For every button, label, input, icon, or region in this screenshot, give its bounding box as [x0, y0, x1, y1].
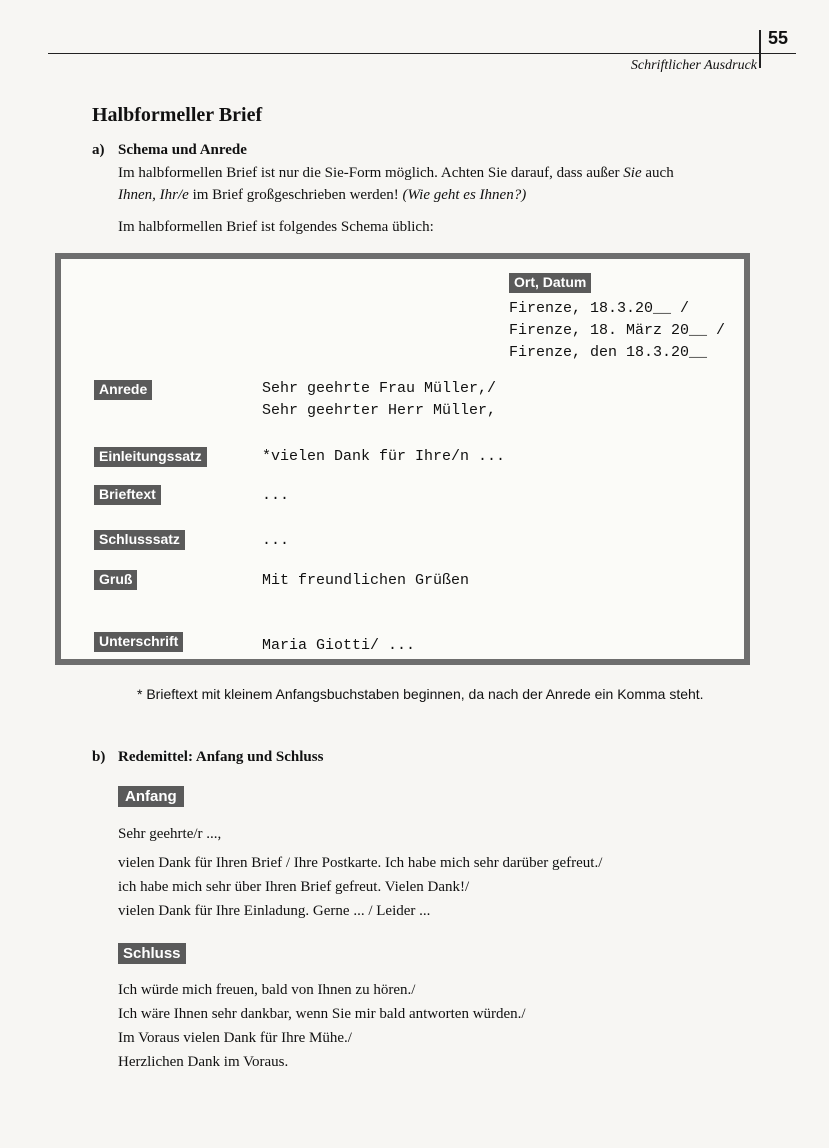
anfang-line-2: vielen Dank für Ihren Brief / Ihre Postkarte. Ich habe mich sehr darüber gefreut./	[118, 855, 603, 871]
page-number: 55	[768, 28, 789, 48]
section-title: Halbformeller Brief	[92, 104, 263, 126]
ort-datum-tag-label: Ort, Datum	[509, 273, 591, 293]
einleitungssatz-line: *vielen Dank für Ihre/n ...	[262, 448, 506, 465]
header-divider	[759, 30, 761, 68]
header-rule	[48, 53, 796, 54]
schluss-tag	[118, 943, 186, 964]
footnote: * Brieftext mit kleinem Anfangsbuchstaben beginnen, da nach der Anrede ein Komma steht.	[137, 686, 704, 702]
gruss-line: Mit freundlichen Grüßen	[262, 572, 470, 589]
ort-datum-line-2: Firenze, 18. März 20__ /	[509, 322, 726, 339]
part-a-text-2c: (Wie geht es Ihnen?)	[402, 187, 527, 203]
anrede-tag-label: Anrede	[94, 380, 152, 400]
part-b-heading: Redemittel: Anfang und Schluss	[118, 749, 324, 765]
schlusssatz-tag	[94, 530, 185, 550]
schlusssatz-line: ...	[262, 532, 290, 549]
part-a-label: a)	[92, 142, 105, 158]
part-a-text-1b: Sie	[623, 165, 642, 181]
ort-datum-line-1: Firenze, 18.3.20__ /	[509, 300, 690, 317]
brieftext-line: ...	[262, 487, 290, 504]
part-b-label: b)	[92, 749, 106, 765]
anfang-line-1: Sehr geehrte/r ...,	[118, 826, 222, 842]
part-a-text-1a: Im halbformellen Brief ist nur die Sie-Form möglich. Achten Sie darauf, dass außer	[118, 165, 624, 181]
anfang-tag	[118, 786, 184, 807]
part-a-schema-intro: Im halbformellen Brief ist folgendes Schema üblich:	[118, 219, 434, 235]
part-a-text-2b: im Brief großgeschrieben werden!	[188, 187, 403, 203]
running-head: Schriftlicher Ausdruck	[630, 58, 757, 73]
brieftext-tag-label: Brieftext	[94, 485, 161, 505]
ort-datum-line-3: Firenze, den 18.3.20__	[509, 344, 708, 361]
einleitungssatz-tag-label: Einleitungssatz	[94, 447, 207, 467]
schluss-line-2: Ich wäre Ihnen sehr dankbar, wenn Sie mir bald antworten würden./	[118, 1006, 526, 1022]
schluss-tag-label: Schluss	[118, 943, 186, 964]
anrede-line-2: Sehr geehrter Herr Müller,	[262, 402, 497, 419]
schluss-line-4: Herzlichen Dank im Voraus.	[118, 1054, 289, 1070]
schluss-line-1: Ich würde mich freuen, bald von Ihnen zu hören./	[118, 982, 416, 998]
part-a-paragraph	[118, 162, 768, 206]
part-a-text-2a: Ihnen, Ihr/e	[118, 187, 189, 203]
einleitungssatz-tag	[94, 447, 207, 467]
gruss-tag-label: Gruß	[94, 570, 137, 590]
unterschrift-tag-label: Unterschrift	[94, 632, 183, 652]
unterschrift-tag	[94, 632, 183, 652]
gruss-tag	[94, 570, 137, 590]
anfang-line-3: ich habe mich sehr über Ihren Brief gefreut. Vielen Dank!/	[118, 879, 470, 895]
anfang-line-4: vielen Dank für Ihre Einladung. Gerne ... / Leider ...	[118, 903, 431, 919]
anrede-line-1: Sehr geehrte Frau Müller,/	[262, 380, 497, 397]
ort-datum-tag	[509, 273, 591, 293]
part-a-heading: Schema und Anrede	[118, 142, 247, 158]
anrede-tag	[94, 380, 152, 400]
anfang-tag-label: Anfang	[118, 786, 184, 807]
schlusssatz-tag-label: Schlusssatz	[94, 530, 185, 550]
brieftext-tag	[94, 485, 161, 505]
part-a-text-1c: auch	[641, 165, 674, 181]
unterschrift-line: Maria Giotti/ ...	[262, 637, 416, 654]
schluss-line-3: Im Voraus vielen Dank für Ihre Mühe./	[118, 1030, 352, 1046]
